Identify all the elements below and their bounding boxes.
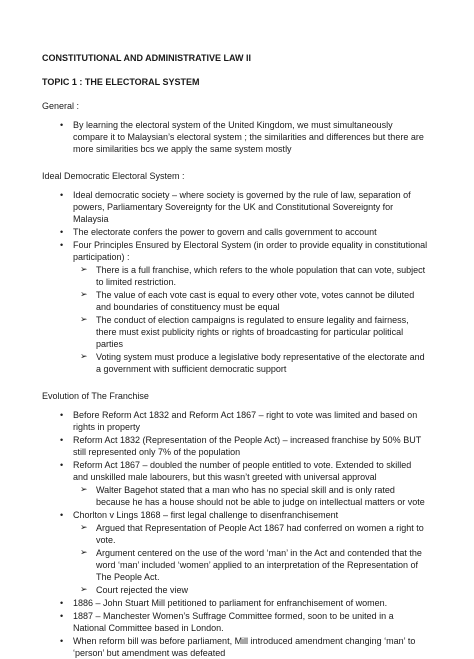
ideal-heading: Ideal Democratic Electoral System :: [42, 171, 185, 181]
list-item: • Ideal democratic society – where society is governed by the rule of law, separation of powers, Parliamentary Sovereignty for the UK and Constitutional Sovereignty for Malaysia: [42, 189, 428, 225]
evolution-heading: Evolution of The Franchise: [42, 391, 149, 401]
sub-list-item: ➢ Court rejected the view: [80, 585, 189, 595]
arrow-bullet-icon: ➢: [80, 585, 88, 595]
sub-list-item: ➢ There is a full franchise, which refers to the whole population that can vote, subject to limited restriction.: [80, 265, 426, 287]
list-item: • When reform bill was before parliament, Mill introduced amendment changing ‘man’ to ‘person’ but amendment was defeated: [42, 635, 428, 659]
list-item: • Chorlton v Lings 1868 – first legal challenge to disenfranchisement: [42, 509, 428, 521]
sub-list-item: ➢ Walter Bagehot stated that a man who has no special skill and is only rated because he has a house should not be able to judge on intellectual matters or vote: [80, 485, 425, 507]
general-list: [42, 119, 428, 155]
list-item: • 1886 – John Stuart Mill petitioned to parliament for enfranchisement of women.: [42, 597, 428, 609]
sub-list-item: ➢ The conduct of election campaigns is regulated to ensure legality and fairness, there must exist publicity rights or rights of broadcasting for particular political parties: [80, 315, 409, 349]
arrow-bullet-icon: ➢: [80, 548, 88, 558]
sub-list-item: ➢ Argued that Representation of People Act 1867 had conferred on women a right to vote.: [80, 523, 424, 545]
sub-list-item: ➢ Argument centered on the use of the word ‘man’ in the Act and contended that the word ‘man’ included ‘women’ applied to an interpretation of the Representation of The People Act.: [80, 548, 422, 582]
document-title: CONSTITUTIONAL AND ADMINISTRATIVE LAW II: [42, 53, 251, 63]
topic-heading: TOPIC 1 : THE ELECTORAL SYSTEM: [42, 77, 200, 87]
ideal-list: [42, 189, 428, 375]
arrow-bullet-icon: ➢: [80, 352, 88, 362]
list-item: • 1887 – Manchester Women’s Suffrage Committee formed, soon to be united in a National Committee based in London.: [42, 610, 428, 634]
list-item: • Reform Act 1832 (Representation of the People Act) – increased franchise by 50% BUT still represented only 7% of the population: [42, 434, 428, 458]
arrow-bullet-icon: ➢: [80, 290, 88, 300]
evolution-list: [42, 409, 428, 659]
sub-list-item: ➢ The value of each vote cast is equal to every other vote, votes cannot be diluted and boundaries of constituency must be equal: [80, 290, 415, 312]
list-item: • Four Principles Ensured by Electoral System (in order to provide equality in constitutional participation) :: [42, 239, 428, 263]
sub-list-item: ➢ Voting system must produce a legislative body representative of the electorate and a government with sufficient democratic support: [80, 352, 425, 374]
arrow-bullet-icon: ➢: [80, 485, 88, 495]
list-item: • Reform Act 1867 – doubled the number of people entitled to vote. Extended to skilled and unskilled male labourers, but this wasn’t greeted with universal approval: [42, 459, 428, 483]
list-item: • Before Reform Act 1832 and Reform Act 1867 – right to vote was limited and based on rights in property: [42, 409, 428, 433]
list-item: • By learning the electoral system of the United Kingdom, we must simultaneously compare it to Malaysian’s electoral system ; the similarities and differences but there are more similarities bcs we apply the same system mostly: [42, 119, 428, 155]
arrow-bullet-icon: ➢: [80, 315, 88, 325]
general-heading: General :: [42, 101, 80, 111]
list-item: • The electorate confers the power to govern and calls government to account: [42, 226, 428, 238]
arrow-bullet-icon: ➢: [80, 265, 88, 275]
arrow-bullet-icon: ➢: [80, 523, 88, 533]
